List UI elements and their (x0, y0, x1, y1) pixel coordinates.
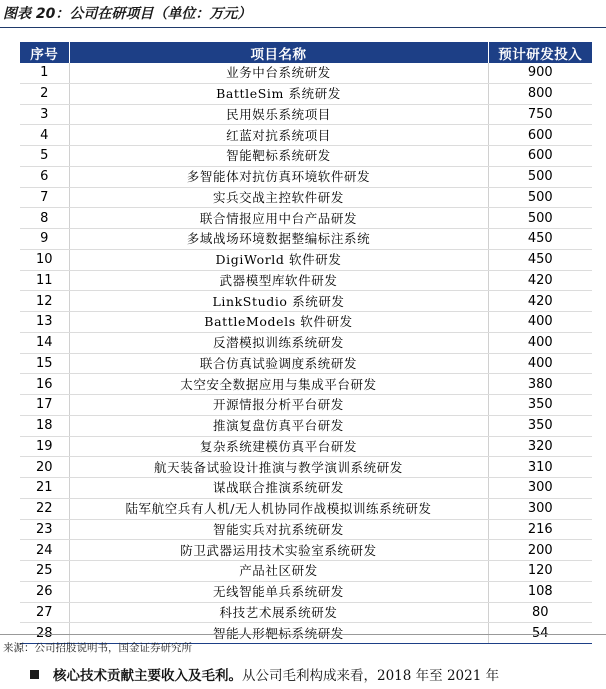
row-investment: 300 (488, 478, 592, 499)
table-row (20, 291, 592, 312)
row-project-name: LinkStudio 系统研发 (69, 291, 488, 312)
row-investment: 420 (488, 270, 592, 291)
table-row (20, 229, 592, 250)
row-index: 17 (20, 395, 69, 416)
row-index: 14 (20, 332, 69, 353)
row-project-name: 民用娱乐系统项目 (69, 104, 488, 125)
figure-title: 图表 20：公司在研项目（单位：万元） (3, 6, 252, 22)
table-row (20, 146, 592, 167)
row-project-name: BattleSim 系统研发 (69, 83, 488, 104)
table-row (20, 602, 592, 623)
row-project-name: 科技艺术展系统研发 (69, 602, 488, 623)
table-row (20, 540, 592, 561)
row-index: 25 (20, 561, 69, 582)
source-divider (0, 634, 606, 635)
row-project-name: 太空安全数据应用与集成平台研发 (69, 374, 488, 395)
table-row (20, 83, 592, 104)
row-index: 16 (20, 374, 69, 395)
row-investment: 450 (488, 249, 592, 270)
row-investment: 350 (488, 395, 592, 416)
row-investment: 120 (488, 561, 592, 582)
row-project-name: 无线智能单兵系统研发 (69, 581, 488, 602)
row-investment: 900 (488, 63, 592, 83)
row-project-name: 多智能体对抗仿真环境软件研发 (69, 166, 488, 187)
row-index: 20 (20, 457, 69, 478)
row-index: 9 (20, 229, 69, 250)
table-row (20, 561, 592, 582)
row-investment: 310 (488, 457, 592, 478)
table-row (20, 415, 592, 436)
row-investment: 400 (488, 332, 592, 353)
row-index: 22 (20, 498, 69, 519)
table-header-row (20, 42, 592, 63)
row-investment: 500 (488, 187, 592, 208)
row-investment: 500 (488, 166, 592, 187)
projects-table (20, 42, 592, 644)
row-index: 18 (20, 415, 69, 436)
row-project-name: 推演复盘仿真平台研发 (69, 415, 488, 436)
table-row (20, 519, 592, 540)
row-project-name: 红蓝对抗系统项目 (69, 125, 488, 146)
row-project-name: 联合情报应用中台产品研发 (69, 208, 488, 229)
header-index: 序号 (20, 42, 69, 63)
table-row (20, 187, 592, 208)
table-row (20, 208, 592, 229)
table-row (20, 498, 592, 519)
row-project-name: 联合仿真试验调度系统研发 (69, 353, 488, 374)
table-row (20, 436, 592, 457)
title-divider (0, 27, 606, 28)
row-investment: 108 (488, 581, 592, 602)
row-project-name: 业务中台系统研发 (69, 63, 488, 83)
row-investment: 400 (488, 353, 592, 374)
row-investment: 216 (488, 519, 592, 540)
header-investment: 预计研发投入 (488, 42, 592, 63)
row-investment: 600 (488, 125, 592, 146)
row-index: 13 (20, 312, 69, 333)
row-index: 28 (20, 623, 69, 644)
paragraph-text: 从公司毛利构成来看，2018 年至 2021 年 (242, 668, 500, 684)
row-index: 26 (20, 581, 69, 602)
row-index: 5 (20, 146, 69, 167)
row-project-name: 防卫武器运用技术实验室系统研发 (69, 540, 488, 561)
table-row (20, 581, 592, 602)
row-investment: 420 (488, 291, 592, 312)
row-index: 8 (20, 208, 69, 229)
row-investment: 600 (488, 146, 592, 167)
row-project-name: 反潜模拟训练系统研发 (69, 332, 488, 353)
table-row (20, 457, 592, 478)
row-index: 3 (20, 104, 69, 125)
row-project-name: 武器模型库软件研发 (69, 270, 488, 291)
row-index: 6 (20, 166, 69, 187)
row-investment: 750 (488, 104, 592, 125)
row-project-name: DigiWorld 软件研发 (69, 249, 488, 270)
row-project-name: 复杂系统建模仿真平台研发 (69, 436, 488, 457)
row-project-name: 陆军航空兵有人机/无人机协同作战模拟训练系统研发 (69, 498, 488, 519)
row-investment: 320 (488, 436, 592, 457)
row-index: 4 (20, 125, 69, 146)
body-paragraph (30, 664, 606, 684)
row-project-name: BattleModels 软件研发 (69, 312, 488, 333)
table-row (20, 374, 592, 395)
table-row (20, 166, 592, 187)
row-investment: 380 (488, 374, 592, 395)
row-project-name: 智能靶标系统研发 (69, 146, 488, 167)
row-index: 23 (20, 519, 69, 540)
row-index: 27 (20, 602, 69, 623)
row-project-name: 产品社区研发 (69, 561, 488, 582)
row-investment: 350 (488, 415, 592, 436)
table-row (20, 332, 592, 353)
row-project-name: 航天装备试验设计推演与教学演训系统研发 (69, 457, 488, 478)
table-row (20, 270, 592, 291)
row-index: 11 (20, 270, 69, 291)
row-investment: 450 (488, 229, 592, 250)
row-investment: 300 (488, 498, 592, 519)
row-index: 1 (20, 63, 69, 83)
table-row (20, 353, 592, 374)
table-row (20, 104, 592, 125)
row-investment: 800 (488, 83, 592, 104)
row-index: 15 (20, 353, 69, 374)
row-index: 12 (20, 291, 69, 312)
row-project-name: 谋战联合推演系统研发 (69, 478, 488, 499)
row-investment: 54 (488, 623, 592, 644)
table-row (20, 249, 592, 270)
row-index: 21 (20, 478, 69, 499)
bullet-icon (30, 670, 39, 679)
paragraph-bold: 核心技术贡献主要收入及毛利。 (53, 668, 242, 684)
row-project-name: 开源情报分析平台研发 (69, 395, 488, 416)
table-row (20, 478, 592, 499)
row-project-name: 智能人形靶标系统研发 (69, 623, 488, 644)
row-project-name: 实兵交战主控软件研发 (69, 187, 488, 208)
row-project-name: 多域战场环境数据整编标注系统 (69, 229, 488, 250)
row-index: 24 (20, 540, 69, 561)
source-note: 来源：公司招股说明书，国金证券研究所 (3, 642, 192, 654)
row-index: 19 (20, 436, 69, 457)
row-investment: 500 (488, 208, 592, 229)
row-investment: 200 (488, 540, 592, 561)
table-row (20, 312, 592, 333)
row-investment: 400 (488, 312, 592, 333)
row-index: 2 (20, 83, 69, 104)
row-index: 7 (20, 187, 69, 208)
header-project-name: 项目名称 (69, 42, 488, 63)
row-investment: 80 (488, 602, 592, 623)
row-project-name: 智能实兵对抗系统研发 (69, 519, 488, 540)
table-row (20, 395, 592, 416)
table-row (20, 125, 592, 146)
table-row (20, 63, 592, 83)
row-index: 10 (20, 249, 69, 270)
